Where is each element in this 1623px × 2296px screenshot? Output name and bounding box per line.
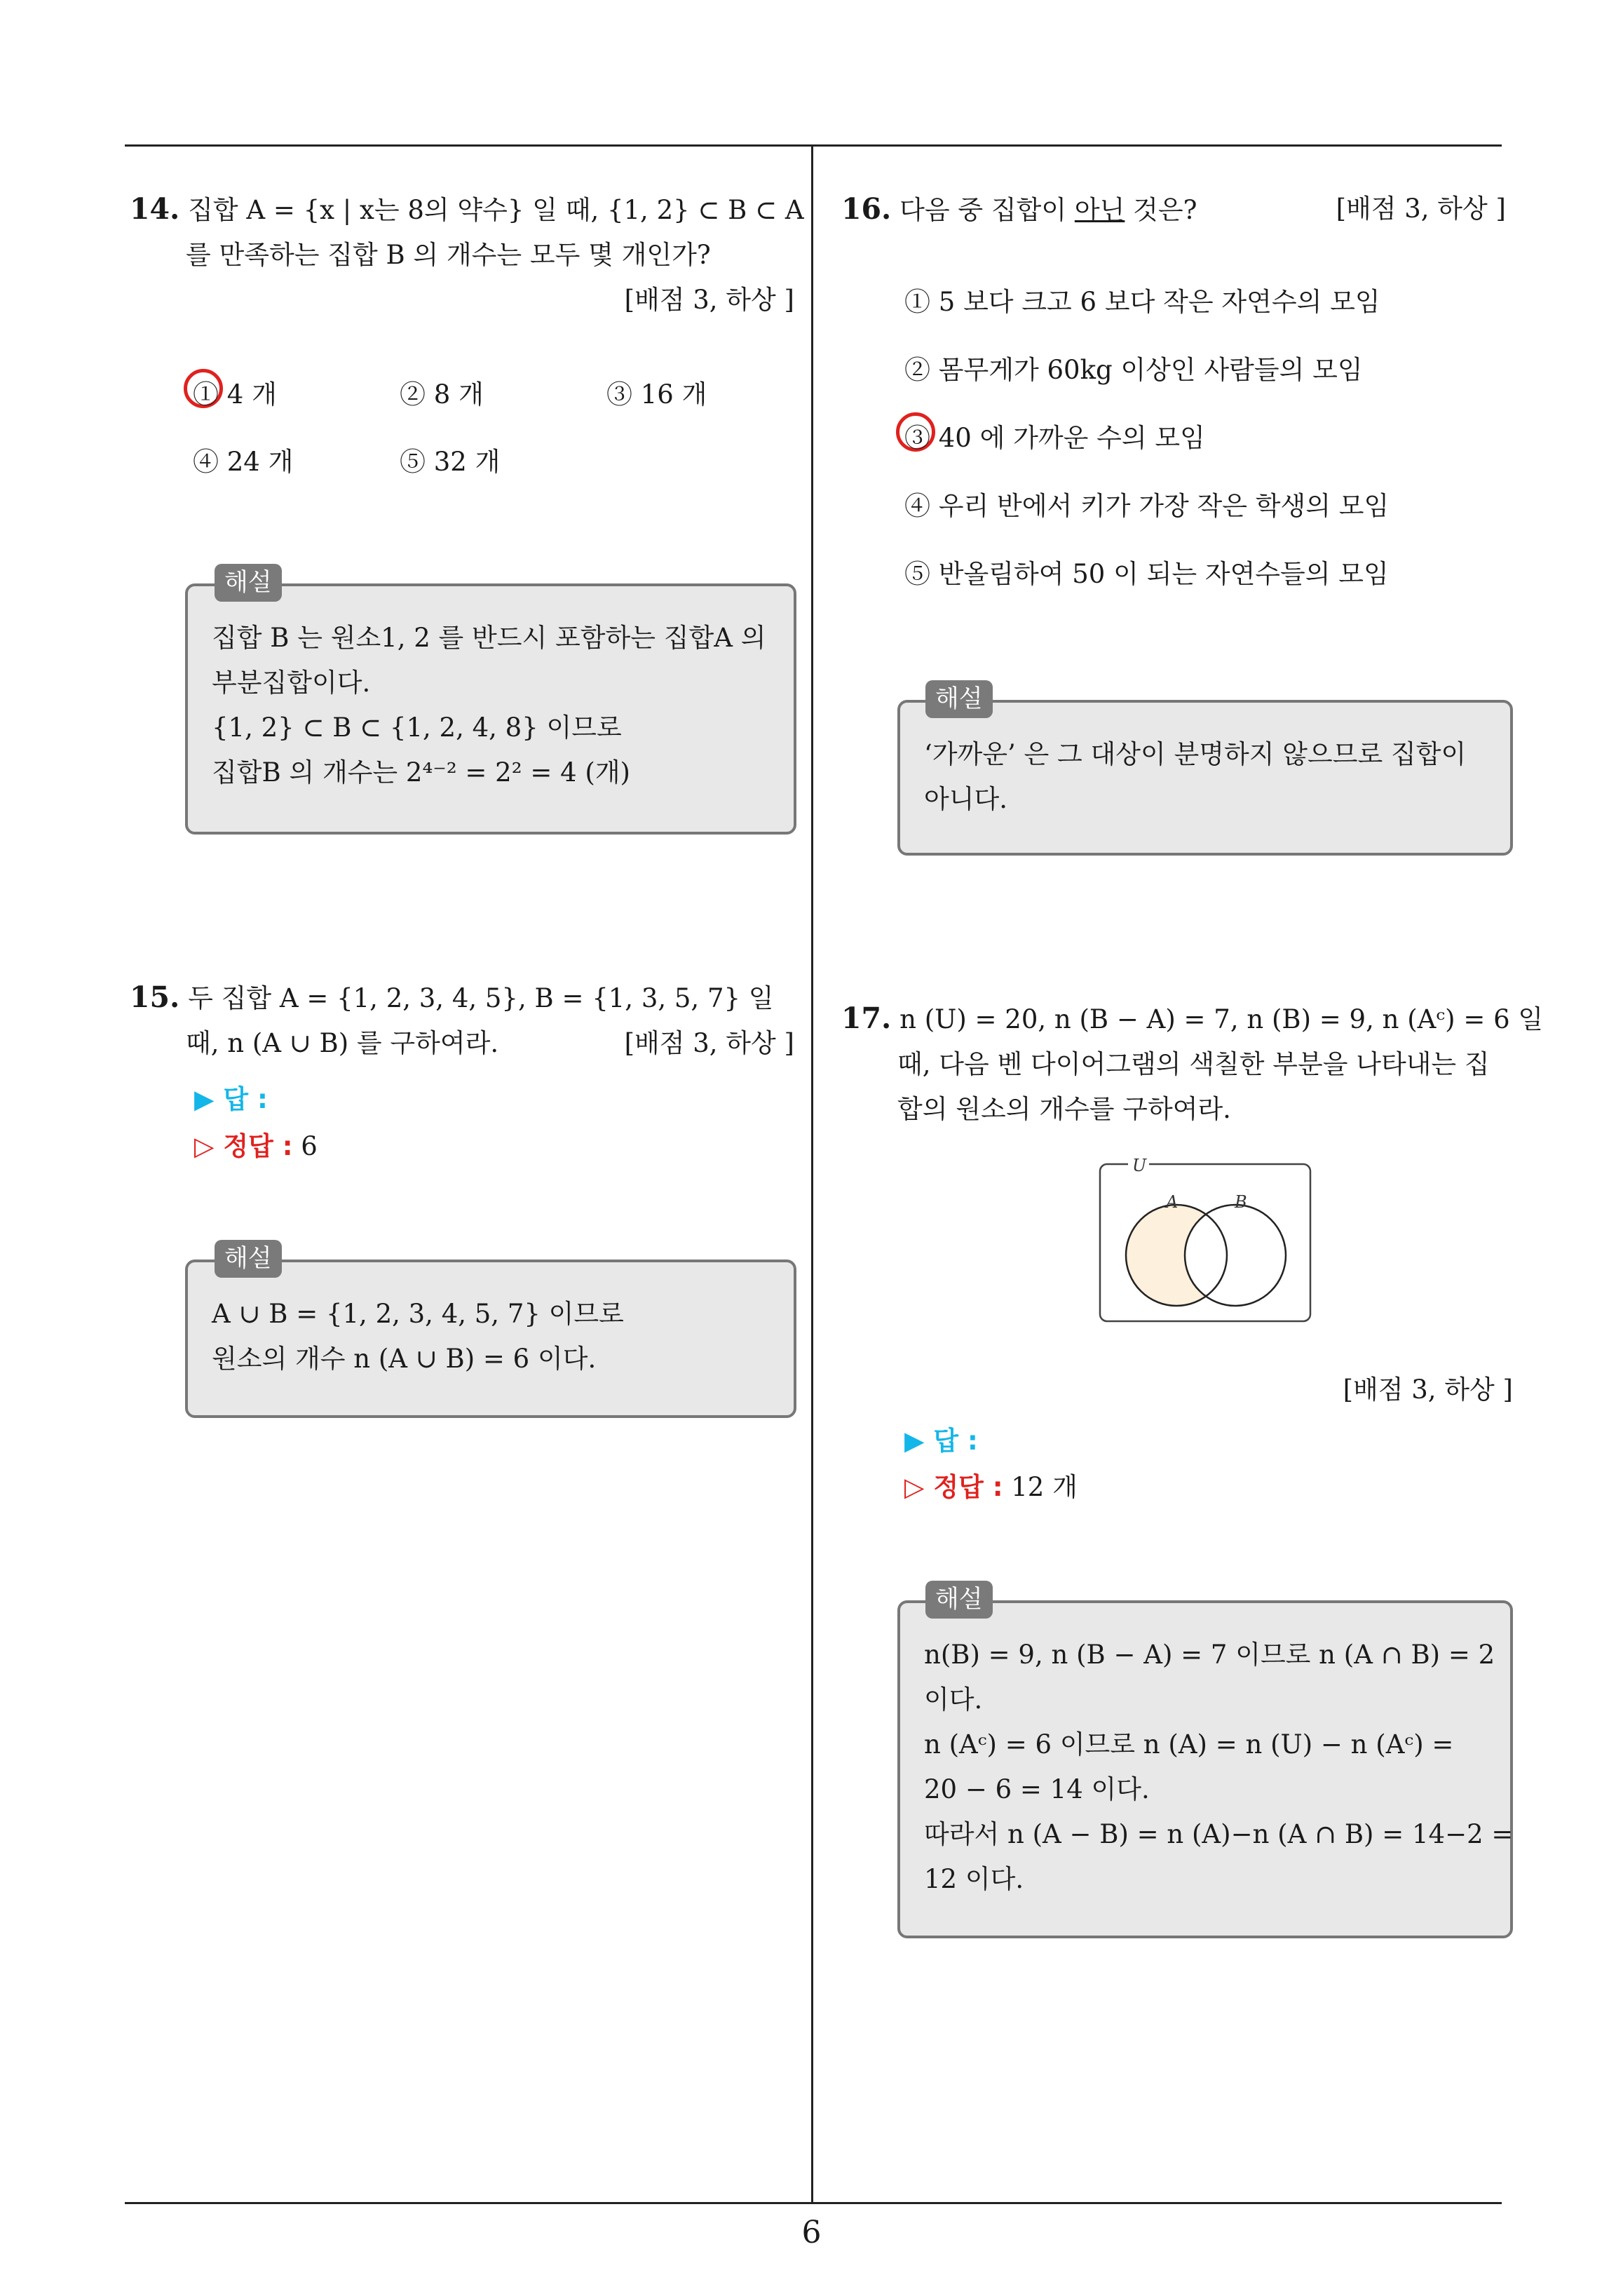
question-number: 14. <box>130 192 180 226</box>
question-17 <box>841 996 1544 1132</box>
explanation-line: n(B) = 9, n (B − A) = 7 이므로 n (A ∩ B) = 2 <box>924 1640 1495 1670</box>
question-text-line1: 두 집합 A = {1, 2, 3, 4, 5}, B = {1, 3, 5, 7} 일 <box>188 983 774 1013</box>
top-rule <box>125 144 1502 147</box>
explanation-tag: 해설 <box>925 680 993 718</box>
explanation-line: 12 이다. <box>924 1864 1024 1894</box>
explanation-box <box>185 583 796 835</box>
shaded-region-a-minus-b <box>1126 1205 1206 1306</box>
question-16 <box>841 187 1514 233</box>
column-divider <box>811 144 813 2204</box>
explanation-line: 부분집합이다. <box>212 668 371 698</box>
question-number: 16. <box>841 192 892 226</box>
question-15 <box>130 975 803 1066</box>
explanation-line: 아니다. <box>924 784 1007 814</box>
score-row <box>841 1368 1513 1412</box>
label-a: A <box>1166 1192 1179 1212</box>
explanation-tag: 해설 <box>215 1240 282 1278</box>
answer-field[interactable]: ▶ 답 : <box>194 1084 268 1114</box>
label-u: U <box>1132 1157 1147 1175</box>
correct-answer-value: 6 <box>301 1131 318 1161</box>
choice-1[interactable]: ① 4 개 <box>193 379 277 410</box>
question-text-line1: n (U) = 20, n (B − A) = 7, n (B) = 9, n (Aᶜ) = 6 일 <box>899 1004 1544 1034</box>
explanation-box <box>897 1600 1513 1938</box>
bottom-rule <box>125 2202 1502 2204</box>
explanation-line: 따라서 n (A − B) = n (A)−n (A ∩ B) = 14−2 = <box>924 1819 1514 1849</box>
correct-answer-label: ▷ 정답 : <box>904 1472 1003 1502</box>
explanation-tag: 해설 <box>215 564 282 602</box>
choice-4[interactable]: ④ 24 개 <box>193 447 294 477</box>
answer-field[interactable]: ▶ 답 : <box>904 1426 978 1456</box>
explanation-line: 집합B 의 개수는 2⁴⁻² = 2² = 4 (개) <box>212 757 630 788</box>
question-text-line2: 때, n (A ∪ B) 를 구하여라. <box>186 1028 499 1058</box>
explanation-line: ‘가까운’ 은 그 대상이 분명하지 않으므로 집합이 <box>924 739 1467 769</box>
question-text-line2: 를 만족하는 집합 B 의 개수는 모두 몇 개인가? <box>186 240 711 270</box>
correct-answer <box>904 1466 1078 1504</box>
choice-5[interactable]: ⑤ 32 개 <box>400 447 501 477</box>
page-number: 6 <box>801 2215 822 2250</box>
explanation-box <box>897 700 1513 856</box>
question-14 <box>130 187 803 323</box>
choice-1[interactable]: ① 5 보다 크고 6 보다 작은 자연수의 모임 <box>904 287 1380 317</box>
score-label: [배점 3, 하상 ] <box>624 285 794 315</box>
question-text-line2: 때, 다음 벤 다이어그램의 색칠한 부분을 나타내는 집 <box>897 1049 1490 1079</box>
explanation-line: 이다. <box>924 1684 983 1715</box>
venn-diagram <box>1097 1157 1315 1325</box>
score-label: [배점 3, 하상 ] <box>624 1028 794 1058</box>
question-text-post: 것은? <box>1125 195 1197 225</box>
score-label: [배점 3, 하상 ] <box>1343 1375 1513 1405</box>
correct-answer-label: ▷ 정답 : <box>194 1131 293 1161</box>
correct-answer-value: 12 개 <box>1011 1472 1078 1502</box>
explanation-line: 원소의 개수 n (A ∪ B) = 6 이다. <box>212 1344 597 1374</box>
explanation-tag: 해설 <box>925 1581 993 1619</box>
question-number: 17. <box>841 1001 892 1035</box>
choice-5[interactable]: ⑤ 반올림하여 50 이 되는 자연수들의 모임 <box>904 559 1389 589</box>
correct-answer <box>194 1125 318 1163</box>
question-text-line1: 집합 A = {x | x는 8의 약수} 일 때, {1, 2} ⊂ B ⊂ A <box>188 195 804 225</box>
choice-2[interactable]: ② 8 개 <box>400 379 484 410</box>
explanation-line: 20 − 6 = 14 이다. <box>924 1774 1150 1804</box>
circle-b <box>1185 1205 1286 1306</box>
explanation-box <box>185 1260 796 1418</box>
explanation-line: n (Aᶜ) = 6 이므로 n (A) = n (U) − n (Aᶜ) = <box>924 1729 1454 1760</box>
choice-3[interactable]: ③ 40 에 가까운 수의 모임 <box>904 423 1205 453</box>
question-text-line3: 합의 원소의 개수를 구하여라. <box>897 1094 1231 1124</box>
explanation-line: 집합 B 는 원소1, 2 를 반드시 포함하는 집합A 의 <box>212 623 766 653</box>
label-b: B <box>1235 1192 1247 1212</box>
question-text-emphasis: 아닌 <box>1074 195 1125 225</box>
explanation-line: {1, 2} ⊂ B ⊂ {1, 2, 4, 8} 이므로 <box>212 713 622 743</box>
explanation-line: A ∪ B = {1, 2, 3, 4, 5, 7} 이므로 <box>212 1299 624 1329</box>
choice-4[interactable]: ④ 우리 반에서 키가 가장 작은 학생의 모임 <box>904 491 1390 521</box>
score-label: [배점 3, 하상 ] <box>1336 194 1506 224</box>
choice-3[interactable]: ③ 16 개 <box>606 379 707 410</box>
question-number: 15. <box>130 980 180 1014</box>
choice-2[interactable]: ② 몸무게가 60kg 이상인 사람들의 모임 <box>904 355 1363 385</box>
question-text-pre: 다음 중 집합이 <box>899 195 1075 225</box>
